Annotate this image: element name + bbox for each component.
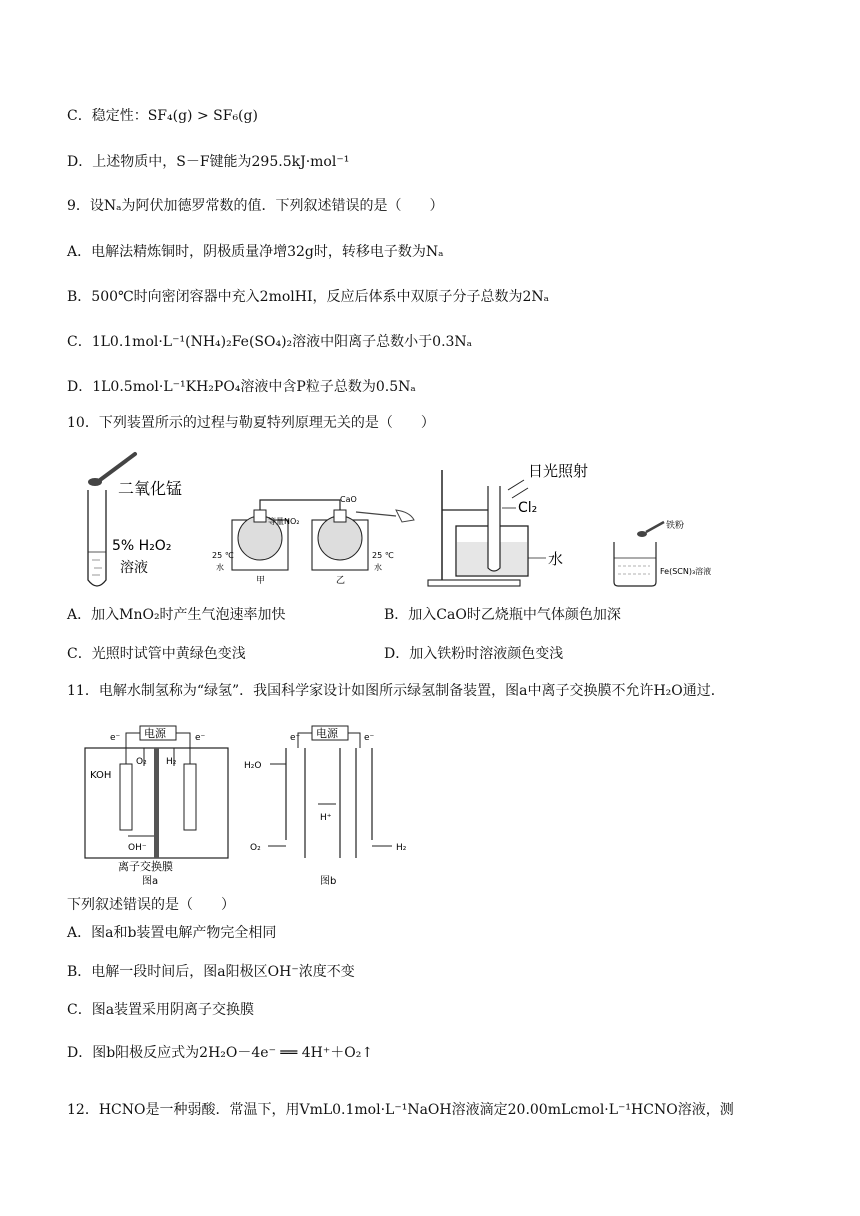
- h2o2-label: 5% H₂O₂: [112, 538, 172, 554]
- q9-option-b: B．500℃时向密闭容器中充入2molHI，反应后体系中双原子分子总数为2Nₐ: [67, 289, 550, 305]
- cl2-label: Cl₂: [518, 500, 538, 516]
- flask-jia-label: 甲: [256, 576, 266, 586]
- proton-label: H⁺: [320, 813, 332, 823]
- temp-label-left: 25 ℃: [212, 551, 234, 560]
- water-input-label: H₂O: [244, 761, 262, 771]
- q11-electrolysis-figure: [0, 720, 860, 890]
- q11-option-c: C．图a装置采用阴离子交换膜: [67, 1002, 255, 1018]
- o2-label-a: O₂: [136, 757, 147, 767]
- solution-label: 溶液: [120, 560, 148, 576]
- water-label-right: 水: [374, 563, 382, 572]
- q9-option-c: C．1L0.1mol·L⁻¹(NH₄)₂Fe(SO₄)₂溶液中阳离子总数小于0.3Nₐ: [67, 334, 473, 350]
- sunlight-apparatus: [428, 462, 588, 586]
- hydroxide-label: OH⁻: [128, 843, 147, 853]
- h2-label-b: H₂: [396, 843, 407, 853]
- q9-stem: 9．设Nₐ为阿伏加德罗常数的值．下列叙述错误的是（ ）: [67, 198, 444, 214]
- q10-option-c: C．光照时试管中黄绿色变浅: [67, 646, 246, 662]
- temp-label-right: 25 ℃: [372, 551, 394, 560]
- membrane-label: 离子交换膜: [118, 860, 173, 873]
- h2-label-a: H₂: [166, 757, 177, 767]
- o2-label-b: O₂: [250, 843, 261, 853]
- power-label-b: 电源: [316, 727, 338, 740]
- q11-stem: 11．电解水制氢称为“绿氢”．我国科学家设计如图所示绿氢制备装置，图a中离子交换膜不允许H₂O通过．: [67, 683, 725, 699]
- water-label-left: 水: [216, 563, 224, 572]
- q10-option-b: B．加入CaO时乙烧瓶中气体颜色加深: [384, 607, 621, 623]
- q11-sub-stem: 下列叙述错误的是（ ）: [67, 897, 235, 913]
- q11-option-a: A．图a和b装置电解产物完全相同: [67, 925, 277, 941]
- cao-label: CaO: [340, 495, 357, 504]
- q9-option-d: D．1L0.5mol·L⁻¹KH₂PO₄溶液中含P粒子总数为0.5Nₐ: [67, 379, 416, 395]
- koh-label: KOH: [90, 770, 112, 781]
- q10-apparatus-figure: [0, 450, 860, 600]
- beaker-apparatus: [614, 519, 711, 586]
- fescn-label: Fe(SCN)₃溶液: [660, 567, 712, 576]
- q8-option-d: D．上述物质中，S－F键能为295.5kJ·mol⁻¹: [67, 154, 350, 170]
- q11-option-d: D．图b阳极反应式为2H₂O－4e⁻ ══ 4H⁺＋O₂↑: [67, 1045, 374, 1061]
- electron-label-a1: e⁻: [110, 733, 121, 743]
- q11-option-b: B．电解一段时间后，图a阳极区OH⁻浓度不变: [67, 964, 355, 980]
- electron-label-b1: e⁻: [290, 733, 301, 743]
- flask-yi-label: 乙: [336, 576, 346, 586]
- q10-stem: 10．下列装置所示的过程与勒夏特列原理无关的是（ ）: [67, 415, 435, 431]
- power-label-a: 电源: [144, 727, 166, 740]
- flask-apparatus: [212, 495, 414, 586]
- no2-label: 等量NO₂: [268, 517, 300, 526]
- q9-option-a: A．电解法精炼铜时，阴极质量净增32g时，转移电子数为Nₐ: [67, 244, 444, 260]
- water-label: 水: [548, 550, 564, 568]
- electron-label-b2: e⁻: [364, 733, 375, 743]
- sunlight-label: 日光照射: [528, 462, 589, 480]
- test-tube-apparatus: [88, 454, 182, 586]
- figure-a: [85, 726, 228, 887]
- iron-powder-label: 铁粉: [666, 521, 685, 531]
- q10-option-a: A．加入MnO₂时产生气泡速率加快: [67, 607, 286, 623]
- mno2-label: 二氧化锰: [118, 479, 183, 498]
- q8-option-c: C．稳定性：SF₄(g) > SF₆(g): [67, 108, 258, 124]
- q12-stem: 12．HCNO是一种弱酸．常温下，用VmL0.1mol·L⁻¹NaOH溶液滴定20.00mLcmol·L⁻¹HCNO溶液，测: [67, 1102, 734, 1118]
- figure-b: [244, 726, 407, 887]
- q10-option-d: D．加入铁粉时溶液颜色变浅: [384, 646, 564, 662]
- figure-a-caption: 图a: [142, 876, 159, 887]
- electron-label-a2: e⁻: [195, 733, 206, 743]
- figure-b-caption: 图b: [320, 876, 337, 887]
